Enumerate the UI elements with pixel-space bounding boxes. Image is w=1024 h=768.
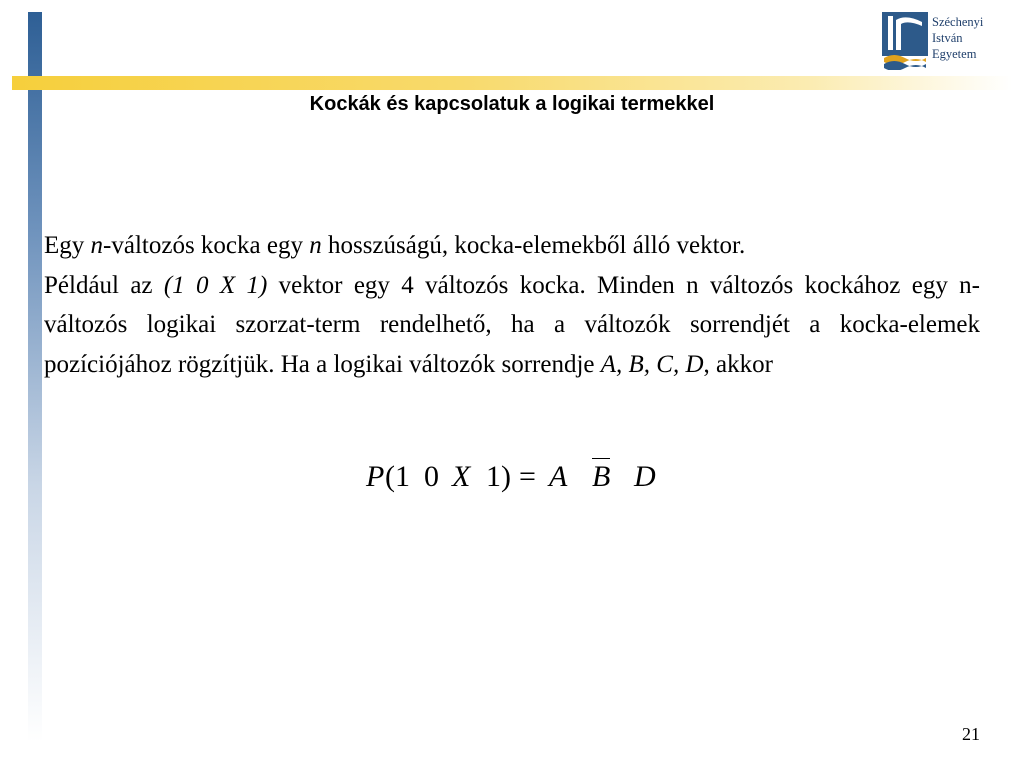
slide-body xyxy=(44,226,980,384)
text-run: Például az xyxy=(44,271,164,299)
logo-text xyxy=(932,14,983,62)
italic-variables: A, B, C, D xyxy=(600,350,704,378)
left-accent-bar xyxy=(28,12,42,742)
text-run: -változós kocka egy xyxy=(103,232,310,259)
italic-n: n xyxy=(309,232,322,259)
italic-vector: (1 0 X 1 xyxy=(163,271,259,299)
formula-D: D xyxy=(634,460,656,493)
text-run: Egy xyxy=(44,232,91,259)
italic-paren: ) xyxy=(258,271,268,299)
formula-B-negated: B xyxy=(592,460,611,493)
formula-equals: = xyxy=(519,460,536,493)
text-run: hosszúságú, kocka-elemekből álló vektor. xyxy=(321,232,746,259)
university-logo xyxy=(882,12,1002,70)
logo-line-2: István xyxy=(932,31,963,45)
text-run: vektor egy 4 változós kocka. Minden n változós kockához egy n-változós logikai szorzat-term rendelhető, ha a változók sorrendjét a kocka-elemek pozíciójához rögzítjük. Ha a logikai változók sorrendje xyxy=(44,271,980,378)
formula-A: A xyxy=(549,460,568,493)
paragraph-example xyxy=(44,266,980,385)
text-run: , akkor xyxy=(703,350,773,378)
formula-P: P xyxy=(366,460,385,493)
slide-number: 21 xyxy=(962,724,980,744)
formula-X: X xyxy=(452,460,471,493)
university-emblem-icon xyxy=(882,12,928,70)
formula-zero: 0 xyxy=(424,460,439,493)
paragraph-definition xyxy=(44,226,980,266)
italic-n: n xyxy=(90,232,104,259)
slide-title: Kockák és kapcsolatuk a logikai termekkel xyxy=(309,93,715,115)
formula-open: (1 xyxy=(385,460,410,493)
top-accent-bar xyxy=(12,76,1012,90)
logo-line-1: Széchenyi xyxy=(932,15,984,29)
logo-line-3: Egyetem xyxy=(932,47,977,61)
formula-close: 1) xyxy=(486,460,511,493)
